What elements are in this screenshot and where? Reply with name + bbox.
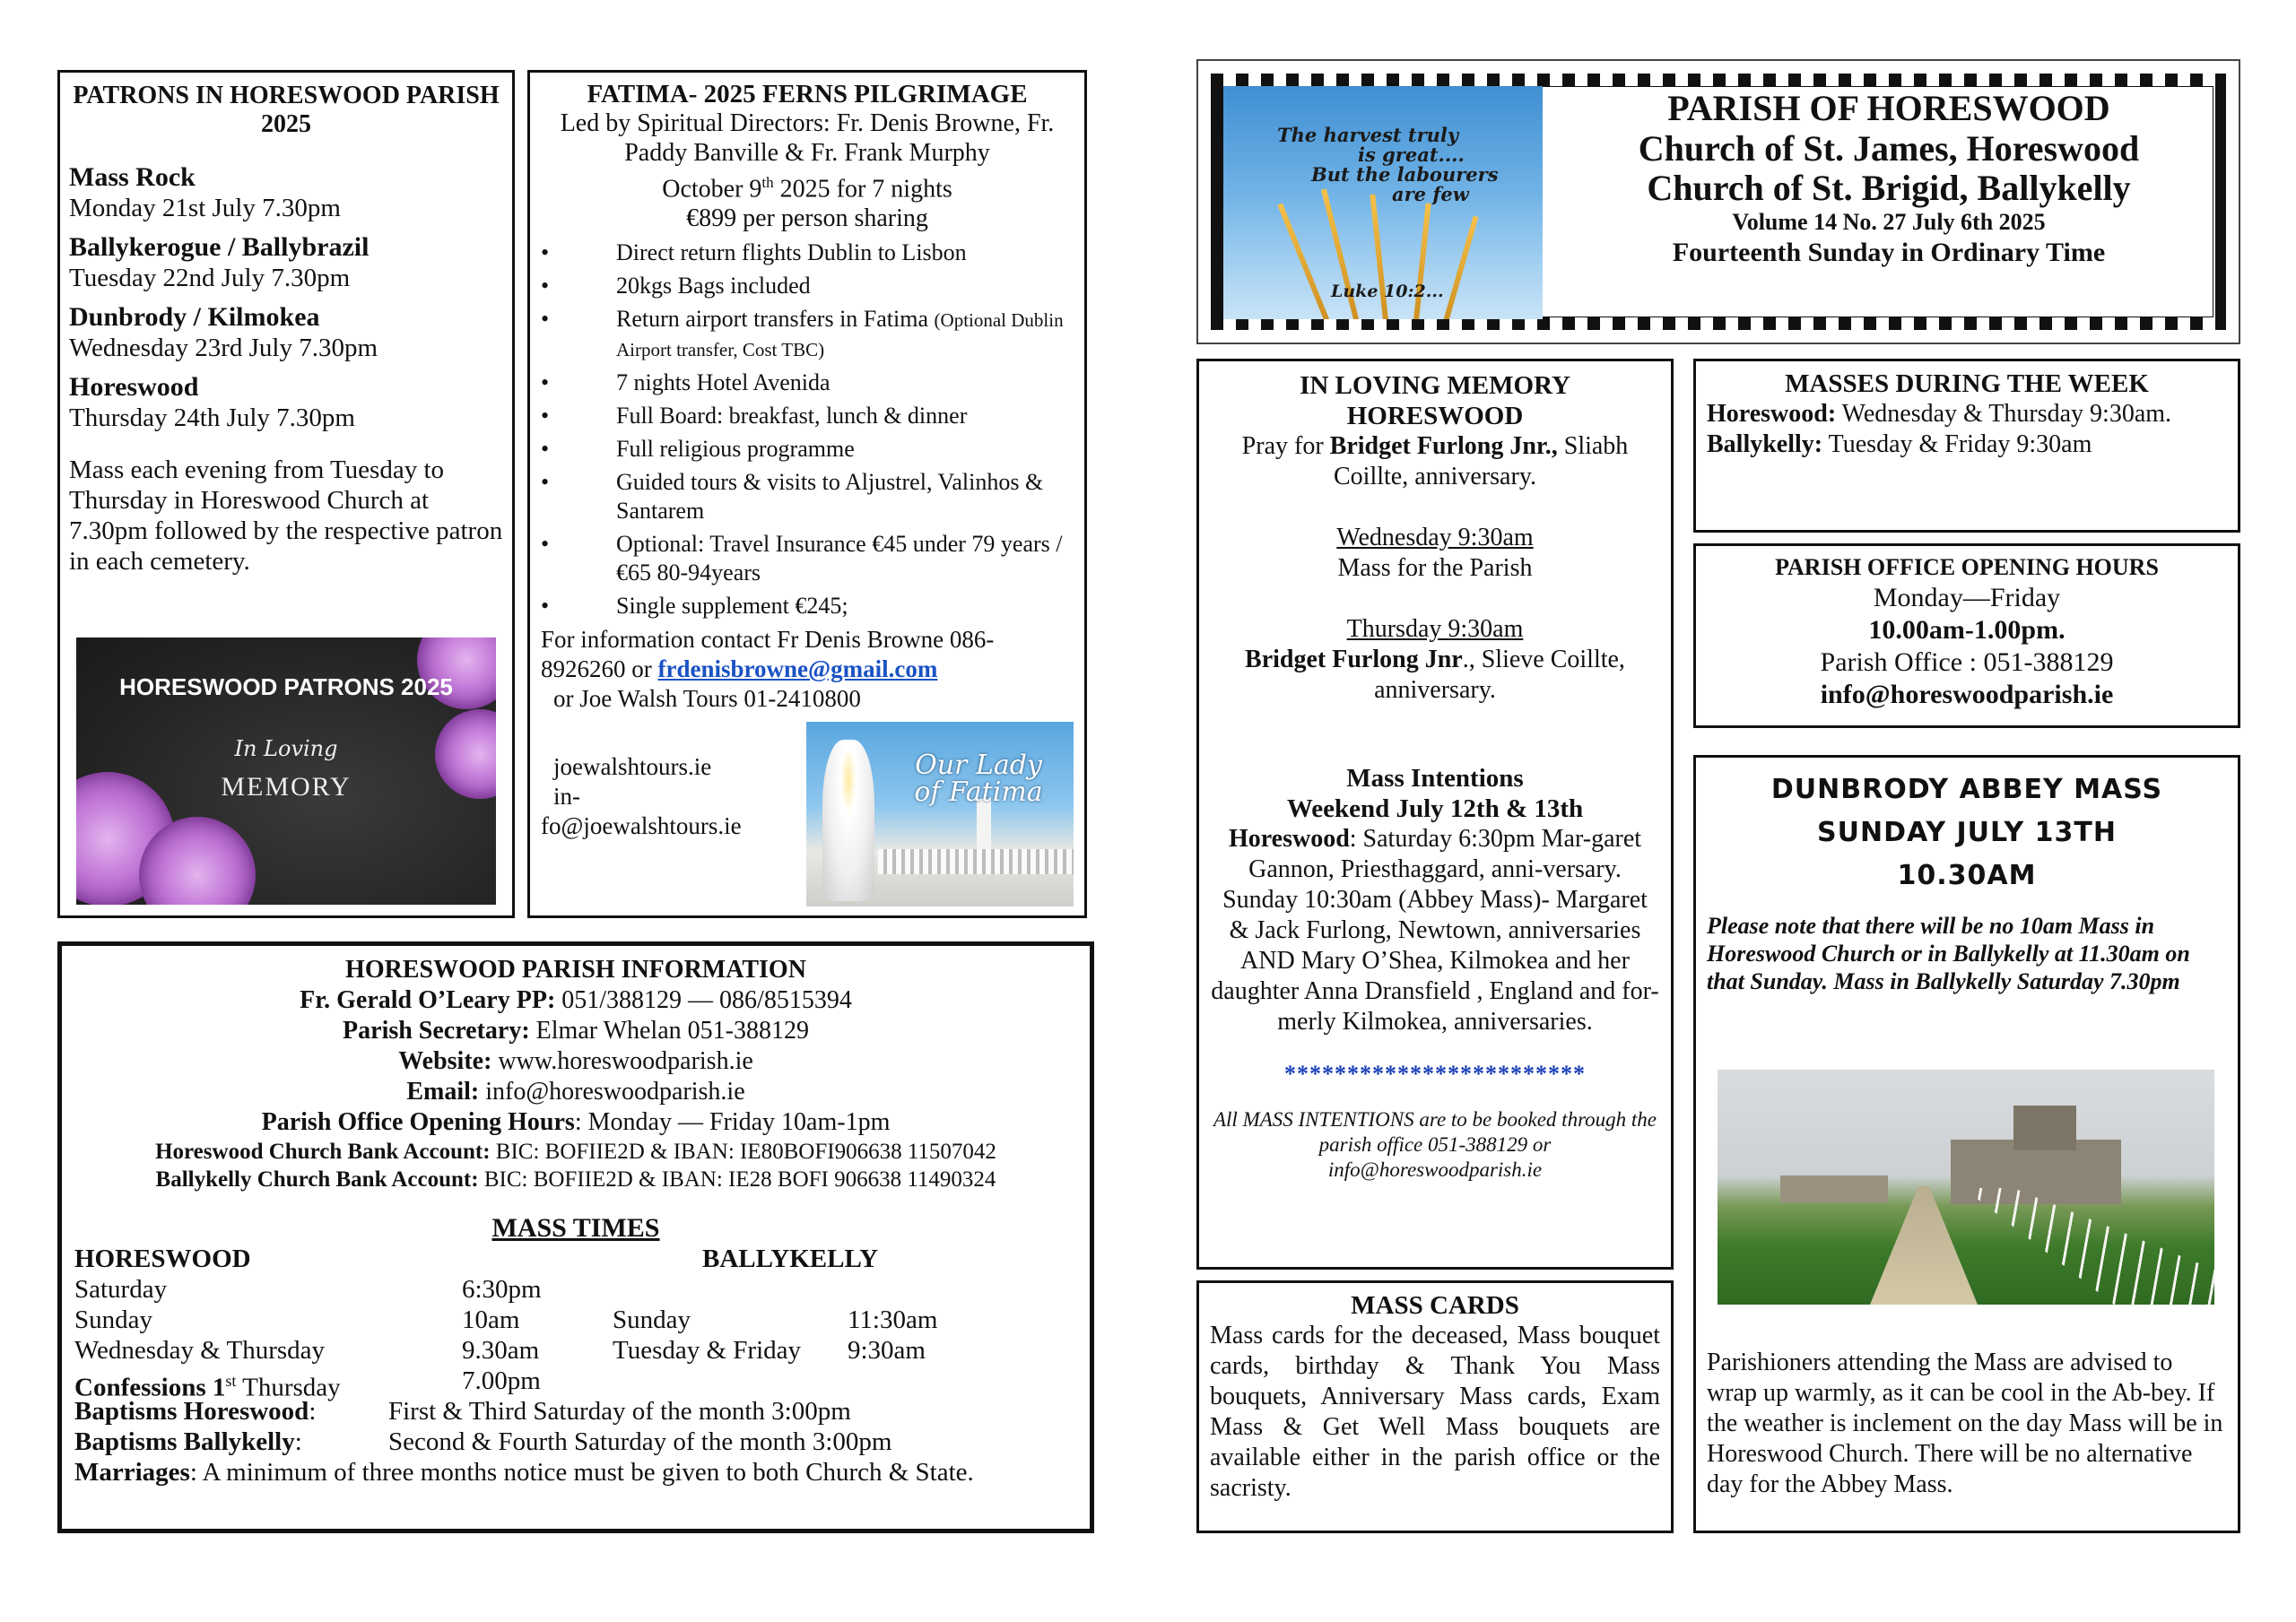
week-ballykelly-value: Tuesday & Friday 9:30am bbox=[1822, 430, 2092, 458]
fatima-web bbox=[541, 752, 774, 841]
confessions-label: Confessions 1 bbox=[74, 1373, 226, 1402]
fatima-led-by: Led by Spiritual Directors: Fr. Denis Browne, Fr. Paddy Banville & Fr. Frank Murphy bbox=[560, 109, 1055, 167]
info-title: HORESWOOD PARISH INFORMATION bbox=[345, 956, 806, 984]
mass-cards-text: Mass cards for the deceased, Mass bouquet cards, birthday & Thank You Mass bouquets, Anniversary Mass cards, Exam Mass & Get Well Mass bouquets are available either in the parish office or the sacristy. bbox=[1210, 1322, 1660, 1502]
wheat-icon bbox=[1439, 216, 1478, 319]
harvest-wheat-image bbox=[1223, 86, 1543, 319]
mass-time: 6:30pm bbox=[462, 1275, 542, 1304]
info-website-value: www.horeswoodparish.ie bbox=[491, 1047, 753, 1075]
baptisms-horeswood-value: First & Third Saturday of the month 3:00pm bbox=[388, 1397, 851, 1426]
fatima-image-title-1: Our Lady bbox=[915, 750, 1042, 781]
col-horeswood: HORESWOOD bbox=[74, 1245, 251, 1273]
mass-intentions-title: Mass Intentions bbox=[1346, 764, 1524, 793]
mass-day: Tuesday & Friday bbox=[613, 1336, 801, 1365]
memory-thursday-text bbox=[1210, 645, 1660, 706]
list-item bbox=[541, 468, 1074, 525]
info-office-hours-value: : Monday — Friday 10am-1pm bbox=[574, 1108, 891, 1136]
abbey-note: Please note that there will be no 10am Mass in Horeswood Church or in Ballykelly at 11.30am on that Sunday. Mass in Ballykelly Saturday 7.30pm bbox=[1707, 913, 2190, 994]
info-bank-horeswood-label: Horeswood Church Bank Account: bbox=[155, 1140, 491, 1164]
fatima-contact-tours: or Joe Walsh Tours 01-2410800 bbox=[553, 685, 861, 713]
baptisms-horeswood-label: Baptisms Horeswood bbox=[74, 1397, 309, 1426]
baptisms-ballykelly bbox=[74, 1427, 302, 1457]
patron-name: Dunbrody / Kilmokea bbox=[69, 302, 320, 332]
week-horeswood-label: Horeswood: bbox=[1707, 400, 1837, 428]
abbey-date: SUNDAY JULY 13TH bbox=[1817, 817, 2117, 848]
mass-intentions-place: Horeswood bbox=[1228, 825, 1350, 853]
baptisms-horeswood bbox=[74, 1396, 316, 1427]
parish-office-hours-section bbox=[1693, 543, 2240, 728]
fatima-image-title-2: of Fatima bbox=[914, 776, 1043, 808]
office-hours: 10.00am-1.00pm. bbox=[1868, 615, 2066, 645]
mass-intentions-body: : Saturday 6:30pm Mar-garet Gannon, Priesthaggard, anni-versary. Sunday 10:30am (Abbey Mass)- Margaret & Jack Furlong, Newtown, anniversaries AND Mary O’Shea, Kilmokea and her daughter Anna Dransfield , England and for-merly Kilmokea, anniversaries. bbox=[1211, 825, 1659, 1036]
patron-date: Tuesday 22nd July 7.30pm bbox=[69, 264, 351, 292]
list-item bbox=[541, 305, 1074, 364]
patron-entry bbox=[69, 162, 503, 223]
info-secretary bbox=[74, 1016, 1077, 1046]
harvest-quote-ref: Luke 10:2... bbox=[1331, 282, 1444, 301]
info-bank-ballykelly bbox=[74, 1166, 1077, 1193]
memory-thursday-post: ., Slieve Coillte, anniversary. bbox=[1374, 646, 1625, 704]
info-office-hours-label: Parish Office Opening Hours bbox=[261, 1108, 575, 1136]
list-item-text: Full Board: breakfast, lunch & dinner bbox=[616, 403, 968, 429]
fatima-date bbox=[541, 168, 1074, 204]
fatima-title: FATIMA- 2025 FERNS PILGRIMAGE bbox=[587, 80, 1028, 108]
marriages-value: : A minimum of three months notice must be given to both Church & State. bbox=[189, 1458, 974, 1487]
info-bank-ballykelly-label: Ballykelly Church Bank Account: bbox=[155, 1167, 479, 1192]
list-item bbox=[541, 435, 1074, 464]
confessions-day: Thursday bbox=[236, 1373, 341, 1402]
info-website-label: Website: bbox=[398, 1047, 492, 1075]
fatima-section bbox=[527, 70, 1087, 918]
office-title: PARISH OFFICE OPENING HOURS bbox=[1775, 554, 2159, 580]
wheat-icon bbox=[1412, 204, 1431, 319]
masses-during-week-section bbox=[1693, 359, 2240, 533]
list-item bbox=[541, 239, 1074, 267]
patron-name: Mass Rock bbox=[69, 162, 196, 192]
abbey-paragraph: Parishioners attending the Mass are advised to wrap up warmly, as it can be cool in the Ab-bey. If the weather is inclement on the day Mass will be in Horeswood Church. There will be no alternative day for the Abbey Mass. bbox=[1707, 1349, 2223, 1498]
fatima-price: €899 per person sharing bbox=[686, 204, 928, 233]
patrons-memory-image bbox=[76, 638, 496, 905]
memory-title: IN LOVING MEMORY bbox=[1300, 371, 1570, 400]
info-pp-label: Fr. Gerald O’Leary PP: bbox=[300, 986, 556, 1014]
memory-wednesday-label: Wednesday 9:30am bbox=[1336, 524, 1534, 551]
mass-intentions-text bbox=[1210, 824, 1660, 1037]
patrons-note: Mass each evening from Tuesday to Thursday in Horeswood Church at 7.30pm followed by the respective patron in each cemetery. bbox=[69, 455, 503, 576]
baptisms-ballykelly-label: Baptisms Ballykelly bbox=[74, 1427, 295, 1456]
patron-name: Ballykerogue / Ballybrazil bbox=[69, 232, 370, 262]
memory-pray bbox=[1210, 431, 1660, 492]
list-item-text: Single supplement €245; bbox=[616, 593, 848, 620]
mass-day: Sunday bbox=[74, 1305, 152, 1334]
mass-times-heading: MASS TIMES bbox=[491, 1213, 660, 1243]
memory-pray-post: Sliabh Coillte, anniversary. bbox=[1333, 432, 1629, 490]
fatima-email-link[interactable]: frdenisbrowne@gmail.com bbox=[657, 655, 938, 683]
week-horeswood bbox=[1707, 399, 2227, 429]
mass-day: Wednesday & Thursday bbox=[74, 1336, 326, 1365]
mass-day: Saturday bbox=[74, 1275, 168, 1304]
mass-intentions-note: All MASS INTENTIONS are to be booked through the parish office 051-388129 or info@horeswoodparish.ie bbox=[1213, 1108, 1657, 1181]
patrons-image-caption: HORESWOOD PATRONS 2025 bbox=[119, 673, 453, 700]
fatima-contact-text: For information contact Fr Denis Browne 086-8926260 or bbox=[541, 626, 995, 683]
list-item bbox=[541, 402, 1074, 430]
patron-entry bbox=[69, 232, 503, 293]
masthead bbox=[1196, 59, 2240, 344]
dunbrody-abbey-section bbox=[1693, 755, 2240, 1533]
list-item bbox=[541, 272, 1074, 300]
info-email bbox=[74, 1077, 1077, 1107]
memory-subtitle: HORESWOOD bbox=[1346, 402, 1524, 430]
baptisms-ballykelly-value: Second & Fourth Saturday of the month 3:00pm bbox=[388, 1427, 892, 1456]
col-ballykelly: BALLYKELLY bbox=[702, 1245, 879, 1273]
office-phone: Parish Office : 051-388129 bbox=[1820, 647, 2114, 677]
fatima-web-email-part2: fo@joewalshtours.ie bbox=[541, 812, 742, 839]
info-secretary-label: Parish Secretary: bbox=[343, 1017, 530, 1045]
harvest-quote-2: is great.... bbox=[1358, 143, 1465, 166]
wheat-icon bbox=[1277, 204, 1336, 319]
mass-cards-section bbox=[1196, 1280, 1674, 1533]
volume-info: Volume 14 No. 27 July 6th 2025 bbox=[1732, 209, 2046, 235]
mass-time: 10am bbox=[462, 1305, 520, 1334]
fatima-web-url: joewalshtours.ie bbox=[553, 753, 712, 780]
in-loving-memory-section bbox=[1196, 359, 1674, 1270]
abbey-tower-icon bbox=[2013, 1106, 2076, 1150]
info-office-hours bbox=[74, 1107, 1077, 1138]
info-email-value: info@horeswoodparish.ie bbox=[479, 1078, 745, 1106]
patrons-image-word: MEMORY bbox=[221, 772, 352, 802]
info-secretary-value: Elmar Whelan 051-388129 bbox=[529, 1017, 809, 1045]
info-bank-horeswood-value: BIC: BOFIIE2D & IBAN: IE80BOFI906638 11507042 bbox=[490, 1140, 996, 1164]
harvest-quote-4: are few bbox=[1392, 183, 1469, 205]
list-item-text: Return airport transfers in Fatima bbox=[616, 306, 935, 333]
fatima-date-pre: October 9 bbox=[662, 175, 762, 204]
mass-time: 11:30am bbox=[848, 1305, 938, 1334]
list-item-text: Full religious programme bbox=[616, 436, 855, 463]
statue-icon bbox=[822, 740, 874, 901]
harvest-quote-1: The harvest truly bbox=[1277, 124, 1459, 146]
memory-wednesday-text: Mass for the Parish bbox=[1337, 554, 1533, 582]
list-item bbox=[541, 530, 1074, 587]
our-lady-of-fatima-image bbox=[806, 722, 1074, 906]
fatima-date-post: 2025 for 7 nights bbox=[773, 175, 952, 204]
patron-name: Horeswood bbox=[69, 372, 199, 402]
dunbrody-abbey-image bbox=[1718, 1070, 2214, 1305]
info-bank-horeswood bbox=[74, 1138, 1077, 1166]
fatima-contact bbox=[541, 625, 1074, 714]
church-st-james: Church of St. James, Horeswood bbox=[1638, 128, 2140, 169]
masthead-text bbox=[1557, 88, 2221, 269]
mass-intentions-weekend: Weekend July 12th & 13th bbox=[1286, 794, 1584, 823]
patrons-title: PATRONS IN HORESWOOD PARISH 2025 bbox=[73, 82, 500, 138]
parish-information-section bbox=[57, 941, 1094, 1533]
week-title: MASSES DURING THE WEEK bbox=[1785, 369, 2149, 398]
mass-day: Sunday bbox=[613, 1305, 691, 1334]
patrons-section bbox=[57, 70, 515, 918]
harvest-quote-3: But the labourers bbox=[1311, 163, 1499, 186]
fatima-date-sup: th bbox=[761, 174, 774, 191]
fatima-web-email-part1: in- bbox=[553, 783, 580, 810]
list-item-text: Direct return flights Dublin to Lisbon bbox=[616, 239, 967, 266]
divider-stars: ************************ bbox=[1284, 1061, 1586, 1087]
church-st-brigid: Church of St. Brigid, Ballykelly bbox=[1647, 168, 2131, 208]
list-item-small: (Optional Dublin Airport transfer, Cost TBC) bbox=[616, 309, 1064, 361]
marriages bbox=[74, 1457, 974, 1488]
mass-cards-title: MASS CARDS bbox=[1351, 1291, 1519, 1320]
memory-pray-name: Bridget Furlong Jnr., bbox=[1329, 432, 1558, 460]
office-email: info@horeswoodparish.ie bbox=[1820, 680, 2114, 709]
confessions-sup: st bbox=[225, 1372, 237, 1390]
list-item-text: Optional: Travel Insurance €45 under 79 years /€65 80-94years bbox=[616, 531, 1063, 586]
liturgical-sunday: Fourteenth Sunday in Ordinary Time bbox=[1672, 238, 2106, 267]
mass-time: 9:30am bbox=[848, 1336, 926, 1365]
week-horeswood-value: Wednesday & Thursday 9:30am. bbox=[1836, 400, 2172, 428]
mass-time: 9.30am bbox=[462, 1336, 540, 1365]
abbey-wall-icon bbox=[1780, 1175, 1888, 1202]
info-website bbox=[74, 1046, 1077, 1077]
office-days: Monday—Friday bbox=[1873, 583, 2061, 612]
fatima-list bbox=[541, 239, 1074, 620]
abbey-time: 10.30AM bbox=[1897, 860, 2037, 891]
patron-date: Thursday 24th July 7.30pm bbox=[69, 403, 355, 432]
list-item bbox=[541, 592, 1074, 620]
fatima-image-title bbox=[889, 752, 1068, 806]
baptisms-horeswood-colon: : bbox=[309, 1397, 317, 1426]
abbey-heading: DUNBRODY ABBEY MASS bbox=[1770, 774, 2163, 805]
patron-entry bbox=[69, 302, 503, 363]
list-item bbox=[541, 369, 1074, 397]
week-ballykelly bbox=[1707, 429, 2227, 460]
info-pp-value: 051/388129 — 086/8515394 bbox=[555, 986, 852, 1014]
patron-date: Wednesday 23rd July 7.30pm bbox=[69, 334, 378, 362]
mass-time: 7.00pm bbox=[462, 1366, 541, 1395]
abbey-fence-icon bbox=[1963, 1188, 2214, 1305]
memory-thursday-label: Thursday 9:30am bbox=[1346, 615, 1524, 643]
parish-title: PARISH OF HORESWOOD bbox=[1667, 88, 2110, 128]
list-item-text: 7 nights Hotel Avenida bbox=[616, 369, 831, 396]
info-pp bbox=[74, 985, 1077, 1016]
memory-thursday-name: Bridget Furlong Jnr bbox=[1245, 646, 1463, 673]
info-bank-ballykelly-value: BIC: BOFIIE2D & IBAN: IE28 BOFI 906638 11490324 bbox=[478, 1167, 996, 1192]
baptisms-ballykelly-colon: : bbox=[294, 1427, 302, 1456]
week-ballykelly-label: Ballykelly: bbox=[1707, 430, 1823, 458]
list-item-text: 20kgs Bags included bbox=[616, 273, 811, 299]
colonnade-icon bbox=[878, 849, 1074, 874]
list-item-text: Guided tours & visits to Aljustrel, Valinhos & Santarem bbox=[616, 469, 1044, 525]
patrons-image-script: In Loving bbox=[234, 736, 338, 761]
patron-date: Monday 21st July 7.30pm bbox=[69, 194, 341, 222]
memory-pray-pre: Pray for bbox=[1241, 432, 1330, 460]
patron-entry bbox=[69, 372, 503, 433]
marriages-label: Marriages bbox=[74, 1458, 190, 1487]
info-email-label: Email: bbox=[406, 1078, 480, 1106]
